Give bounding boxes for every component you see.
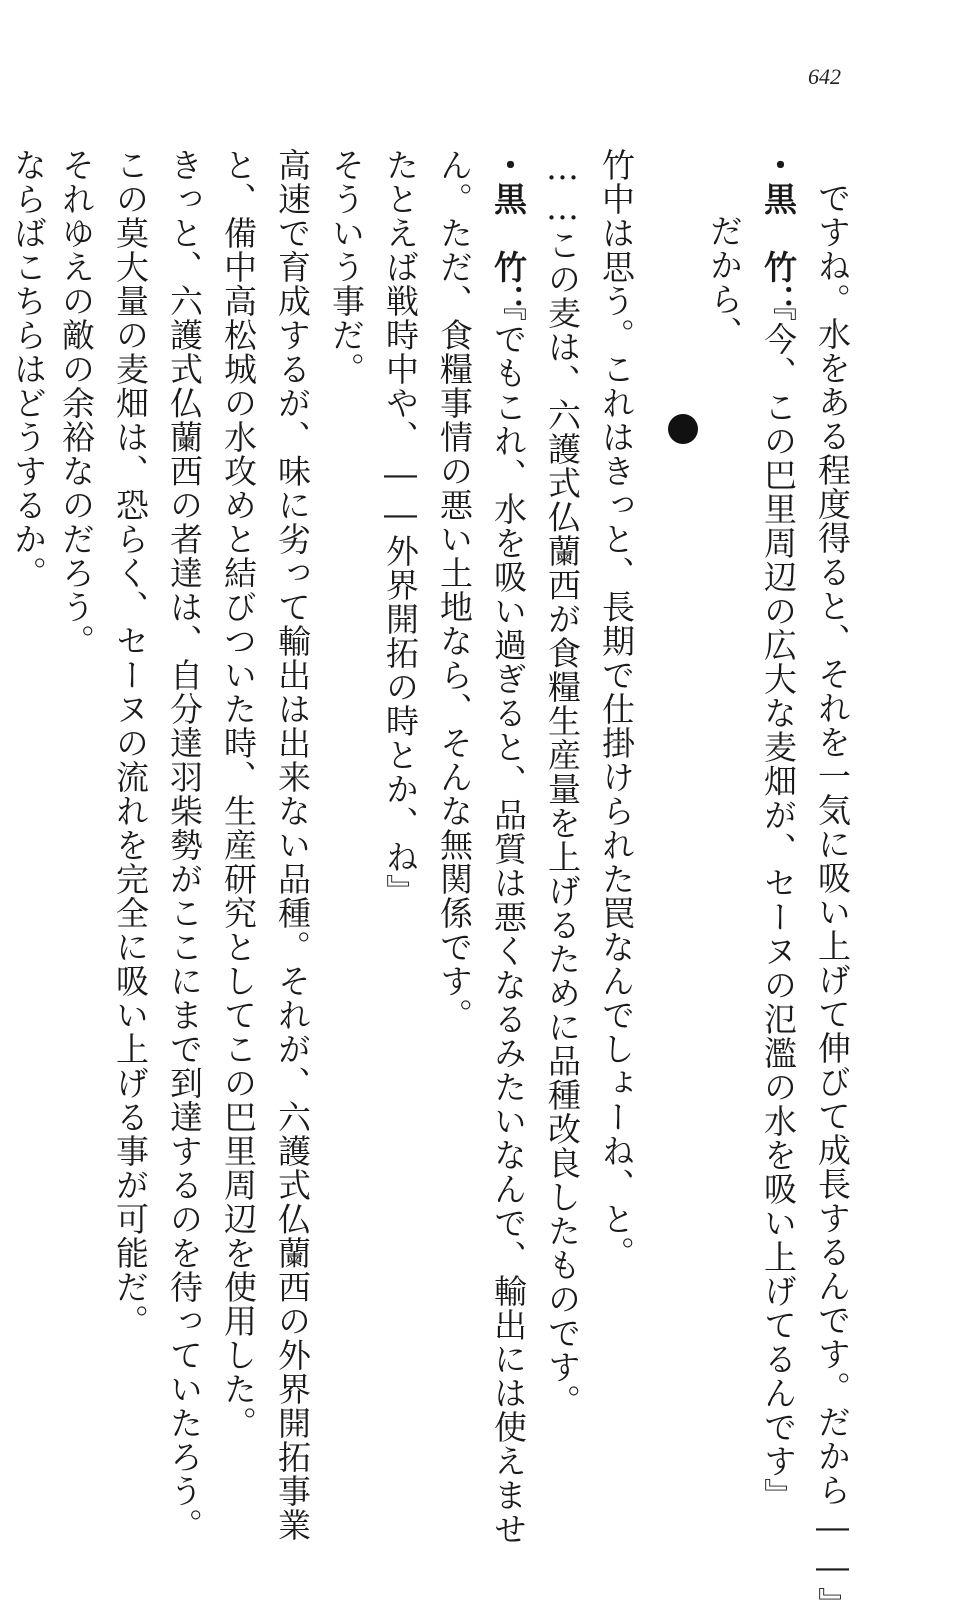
text-line-13: きっと、六護式仏蘭西の者達は、自分達羽柴勢がここにまで到達するのを待っていたろう。: [165, 148, 204, 1542]
page-number: 642: [808, 64, 841, 89]
dialogue-line-kurotake-2: [488, 148, 528, 1546]
text-line-3: だから、: [705, 214, 744, 350]
text-line-10: そういう事だ。: [327, 148, 366, 386]
text-line-8: ん。ただ、食糧事情の悪い土地なら、そんな無関係です。: [435, 148, 474, 1032]
text-line-1: ですね。水をある程度得ると、それを一気に吸い上げて伸びて成長するんです。だから――』: [813, 181, 852, 1621]
text-line-6: ……この麦は、六護式仏蘭西が食糧生産量を上げるために品種改良したものです。: [543, 148, 582, 1418]
text-line-5: 竹中は思う。これはきっと、長期で仕掛けられた罠なんでしょーね、と。: [597, 148, 636, 1270]
speaker-name: ・黒 竹：: [489, 148, 528, 318]
text-line-11: 高速で育成するが、味に劣って輸出は出来ない品種。それが、六護式仏蘭西の外界開拓事業: [273, 148, 312, 1542]
text-line-15: それゆえの敵の余裕なのだろう。: [57, 148, 96, 658]
text-line-14: この莫大量の麦畑は、恐らく、セーヌの流れを完全に吸い上げる事が可能だ。: [111, 148, 150, 1338]
dialogue-text: 『今、この巴里周辺の広大な麦畑が、セーヌの氾濫の水を吸い上げてるんです』: [759, 288, 798, 1512]
text-line-9: たとえば戦時中や、――外界開拓の時とか、ね』: [381, 148, 420, 908]
dialogue-text: 『でもこれ、水を吸い過ぎると、品質は悪くなるみたいなんで、輸出には使えませ: [489, 288, 528, 1546]
text-line-16: ならばこちらはどうするか。: [9, 148, 48, 590]
text-line-12: と、備中高松城の水攻めと結びついた時、生産研究としてこの巴里周辺を使用した。: [219, 148, 258, 1440]
dialogue-line-kurotake-1: [758, 148, 798, 1512]
section-break-dot: [668, 414, 698, 444]
speaker-name: ・黒 竹：: [759, 148, 798, 318]
